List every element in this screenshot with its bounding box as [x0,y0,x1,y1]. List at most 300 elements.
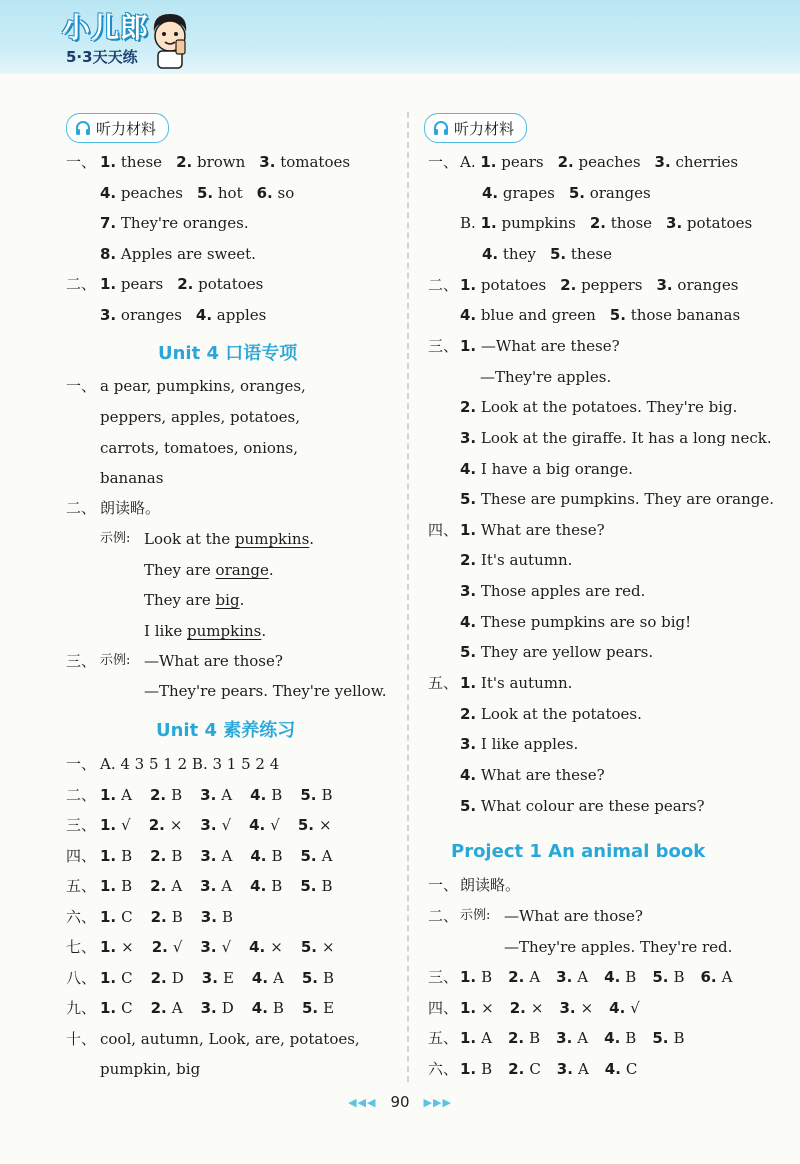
item-text: I like apples. [476,735,579,754]
item-number: 1. [100,999,117,1017]
item-text: so [272,183,295,202]
item-answer: × [169,816,183,834]
item-text: What are these? [476,520,605,539]
underlined-answer: orange [215,561,269,579]
question-number: 四、 [66,846,97,865]
item-text: pumpkins [496,214,576,233]
project-q1-text: 朗读略。 [460,876,521,894]
item-answer: B [171,907,183,926]
oral-q1-line: carrots, tomatoes, onions, [100,439,299,457]
item-number: 2. [150,846,167,865]
answer-line [460,152,738,172]
item-number: 4. [604,1059,621,1078]
item-text: Look at the giraffe. It has a long neck. [476,428,772,447]
item-answer: C [121,999,133,1017]
answer-line [100,152,350,172]
item-answer: D [171,968,184,987]
question-number: 四、 [428,998,459,1017]
sentence-start: Look at the [144,530,235,548]
sentence-start: I like [144,622,188,640]
item-number: 2. [150,907,167,926]
oral-section-title: Unit 4 口语专项 [158,343,298,364]
project-q2-example-label: 示例: [460,908,491,923]
item-text: potatoes [193,275,264,294]
answer-line [460,642,653,662]
question-number: 八、 [66,968,97,987]
question-number: 十、 [66,1029,97,1048]
item-number: 3. [200,999,217,1017]
question-number: 三、 [66,816,97,834]
badge-label: 听力材料 [96,119,157,138]
item-number: 1. [480,214,497,233]
item-answer: A [529,968,541,986]
sentence-end: . [261,622,267,640]
item-number: 4. [460,766,477,784]
sentence-end: . [239,591,245,609]
listening-badge-right [424,113,527,143]
item-text: hot [213,183,243,202]
series-name: 5·3天天练 [66,48,138,66]
item-number: 1. [100,968,117,987]
item-text: These are pumpkins. They are orange. [476,490,775,509]
item-answer: C [625,1059,638,1078]
underlined-answer: big [215,591,240,609]
answer-line [100,998,334,1018]
item-number: 5. [300,785,317,804]
item-number: 8. [100,244,117,263]
oral-q3-line: —What are those? [144,652,283,670]
question-number: 四、 [428,520,459,539]
answer-line [460,673,572,693]
answer-line [460,397,737,417]
item-text: peaches [116,183,183,202]
answer-line [460,581,645,601]
item-answer: B [529,1029,541,1048]
answer-line [100,754,279,774]
item-answer: × [321,938,335,956]
item-answer: A [577,968,589,986]
item-number: 2. [557,153,574,171]
question-number: 七、 [66,938,97,956]
item-number: 4. [249,816,266,834]
item-text: those bananas [625,306,741,325]
item-answer: B [271,846,283,865]
sentence-end: . [268,561,274,579]
item-number: 1. [100,907,117,926]
item-number: 3. [460,582,477,601]
prev-arrows-icon: ◀◀◀ [348,1095,377,1109]
item-text: these [566,244,613,263]
item-number: 3. [200,877,217,895]
item-number: 2. [149,785,167,804]
answer-line [482,183,651,203]
answer-line [460,489,774,509]
underlined-answer: pumpkins [234,530,310,548]
item-answer: B [481,1059,493,1078]
item-text: Look at the potatoes. [476,704,642,723]
item-answer: A [171,877,183,895]
item-answer: A [171,999,183,1017]
item-answer: C [121,907,133,926]
item-answer: A [481,1029,492,1048]
item-text: It's autumn. [476,674,573,693]
item-text: Those apples are red. [476,582,646,601]
item-number: 4. [604,1029,621,1048]
item-text: grapes [498,183,555,202]
item-number: 2. [176,153,193,171]
item-answer: B [625,968,637,986]
item-number: 5. [549,244,567,263]
item-answer: B [321,785,333,804]
item-number: 4. [604,968,621,986]
project-q1-number: 一、 [428,876,459,894]
answer-line [100,274,263,294]
item-text: A. [460,153,481,171]
item-text: pears [116,275,164,294]
item-number: 2. [508,1059,525,1078]
item-number: 4. [251,968,269,987]
question-number: 三、 [428,968,459,986]
question-number: 六、 [428,1059,459,1078]
item-number: 4. [609,998,626,1017]
sentence-start: They are [144,561,216,579]
item-number: 3. [200,785,217,804]
item-number: 5. [300,877,317,895]
oral-q2-text: 朗读略。 [100,499,161,517]
item-text: B. [460,214,481,233]
item-number: 1. [460,336,477,355]
answer-line [100,1029,360,1049]
item-number: 1. [100,846,117,865]
answer-line [460,428,772,448]
item-number: 4. [460,306,477,325]
answer-line [460,704,642,724]
item-number: 1. [100,153,117,171]
item-number: 2. [150,968,167,987]
answer-line [100,937,335,957]
question-number: 二、 [66,785,97,804]
answer-line [460,734,578,754]
item-number: 1. [460,275,477,294]
item-text: These pumpkins are so big! [476,612,692,631]
item-text: They're oranges. [116,214,249,233]
page-number: 90 [390,1093,410,1111]
item-number: 3. [556,968,573,986]
question-number: 五、 [428,1029,459,1048]
item-number: 5. [652,968,669,986]
item-number: 2. [148,816,165,834]
item-number: 2. [508,968,525,986]
item-number: 3. [259,153,276,171]
item-number: 2. [560,275,577,294]
oral-q1-line: bananas [100,469,164,487]
item-answer: √ [221,938,232,956]
item-number: 5. [568,183,585,202]
item-number: 5. [652,1029,669,1048]
item-text: What are these? [476,766,605,784]
item-answer: B [323,968,335,987]
item-number: 3. [460,735,477,754]
answer-line [460,796,705,816]
question-number: 九、 [66,999,97,1017]
oral-q1-number: 一、 [66,377,97,395]
oral-q2-number: 二、 [66,499,97,517]
item-answer: B [171,785,183,804]
item-answer: B [673,1029,685,1048]
item-answer: × [580,998,594,1017]
answer-line [460,998,640,1018]
item-text: pears [496,153,544,171]
item-number: 3. [556,1029,573,1048]
answer-line [100,846,332,866]
item-number: 5. [460,643,477,662]
item-answer: A [577,1059,589,1078]
item-answer: D [221,999,234,1017]
question-number: 五、 [428,674,459,693]
sentence-end: . [309,530,315,548]
headphones-icon [433,120,449,136]
oral-q3-line: —They're pears. They're yellow. [144,682,387,700]
item-number: 3. [200,907,217,926]
example-sentence [144,529,314,549]
item-answer: B [121,846,133,865]
item-number: 3. [100,306,117,324]
project-q2-line: —What are those? [504,907,643,925]
item-text: potatoes [682,214,753,233]
question-number: 二、 [428,275,459,294]
answer-line [100,907,233,927]
item-number: 4. [460,612,477,631]
item-number: 5. [301,968,319,987]
question-number: 一、 [66,153,97,171]
answer-line [100,968,334,988]
item-answer: B [625,1029,637,1048]
item-number: 7. [100,214,117,233]
item-answer: B [321,877,333,895]
item-text: blue and green [476,306,596,325]
answer-line [460,520,605,540]
question-number: 二、 [66,275,97,294]
oral-q1-line: peppers, apples, potatoes, [100,408,301,426]
sentence-start: They are [144,591,216,609]
answer-line [100,1059,200,1079]
answer-text: A. 4 3 5 1 2 B. 3 1 5 2 4 [100,755,280,773]
item-number: 2. [509,998,526,1017]
item-answer: A [221,785,233,804]
answer-line [100,244,256,264]
item-text: Apples are sweet. [116,244,256,263]
item-number: 5. [460,796,477,815]
item-number: 2. [151,938,168,956]
item-text: peppers [576,275,643,294]
listening-badge-left [66,113,169,143]
item-answer: A [273,968,284,987]
item-number: 3. [666,214,683,233]
question-number: 三、 [428,336,459,355]
item-number: 3. [559,998,576,1017]
item-number: 4. [249,938,266,956]
item-answer: C [121,968,133,987]
item-number: 5. [196,183,214,202]
item-number: 2. [460,704,477,723]
project-q2-line: —They're apples. They're red. [504,938,733,956]
item-number: 5. [301,999,319,1017]
item-answer: A [577,1029,589,1048]
item-text: these [116,153,163,171]
item-number: 3. [460,428,477,447]
item-number: 3. [201,968,218,987]
item-number: 4. [100,183,117,202]
item-number: 3. [200,846,217,865]
item-text: those [605,214,653,233]
item-text: they [498,244,536,263]
answer-line [460,1059,637,1079]
item-text: It's autumn. [476,551,573,570]
item-number: 1. [100,785,117,804]
item-answer: √ [630,998,640,1017]
item-answer: B [271,877,283,895]
item-text: What colour are these pears? [476,796,705,815]
answer-line [460,213,752,233]
item-number: 5. [300,846,317,865]
item-answer: √ [121,816,131,834]
item-answer: B [673,968,685,986]
item-number: 1. [460,520,477,539]
item-answer: × [318,816,332,834]
page-footer [0,1090,800,1114]
item-text: oranges [116,306,182,324]
item-number: 2. [150,877,167,895]
item-text: Look at the potatoes. They're big. [476,398,738,417]
item-text: tomatoes [275,153,351,171]
item-text: oranges [672,275,739,294]
item-number: 3. [556,1059,573,1078]
example-sentence [144,621,266,641]
item-number: 5. [297,816,314,834]
item-number: 1. [100,816,117,834]
item-number: 5. [609,306,626,325]
item-number: 6. [700,968,717,986]
item-number: 2. [177,275,194,294]
answer-line [460,1028,684,1048]
item-number: 4. [195,306,213,324]
item-number: 2. [589,214,606,233]
item-number: 4. [251,999,268,1017]
item-number: 4. [482,183,499,202]
item-number: 1. [460,674,477,693]
item-number: 4. [250,846,267,865]
item-number: 4. [460,459,477,478]
answer-line [460,765,605,785]
item-answer: E [323,999,335,1017]
item-answer: B [271,785,283,804]
item-answer: √ [221,816,232,834]
item-answer: A [121,785,132,804]
item-answer: C [529,1059,541,1078]
project-section-title: Project 1 An animal book [451,841,706,862]
item-number: 2. [150,999,167,1017]
question-number: 五、 [66,877,97,895]
item-number: 1. [100,877,117,895]
answer-line [460,336,620,356]
item-answer: × [481,998,494,1017]
brand-logo: 小儿郎 [62,11,150,44]
item-text: potatoes [476,275,547,294]
item-number: 3. [200,938,217,956]
oral-q2-example-label: 示例: [100,531,131,546]
item-number: 5. [300,938,317,956]
item-number: 2. [460,551,477,570]
boy-mascot-icon [146,10,194,70]
item-number: 1. [460,1029,477,1048]
item-number: 1. [100,275,117,294]
item-answer: B [171,846,183,865]
item-number: 2. [460,398,477,417]
item-answer: E [222,968,234,987]
practice-section-title: Unit 4 素养练习 [156,720,296,741]
answer-line [100,815,332,835]
item-answer: B [221,907,233,926]
answer-line [460,305,740,325]
answer-line [480,367,611,387]
badge-label: 听力材料 [454,119,515,138]
item-number: 3. [656,275,673,294]
answer-line [100,785,332,805]
item-text: I have a big orange. [476,459,633,478]
item-text: cherries [670,153,739,171]
item-number: 1. [100,938,117,956]
question-number: 一、 [66,755,97,773]
item-text: apples [212,306,267,324]
item-text: They are yellow pears. [476,643,654,662]
next-arrows-icon: ▶▶▶ [423,1095,452,1109]
answer-line [460,612,691,632]
item-number: 4. [250,785,267,804]
item-answer: B [481,968,493,986]
item-number: 1. [460,998,477,1017]
item-answer: √ [172,938,183,956]
item-answer: × [270,938,283,956]
item-answer: B [121,877,133,895]
question-number: 六、 [66,907,97,926]
answer-line [482,244,612,264]
item-text: —What are these? [476,336,620,355]
item-answer: × [121,938,134,956]
item-text: peaches [573,153,641,171]
item-number: 4. [250,877,267,895]
item-number: 3. [200,816,217,834]
answer-line [460,967,732,987]
example-sentence [144,590,244,610]
item-answer: √ [270,816,280,834]
item-number: 2. [507,1029,525,1048]
answer-text: cool, autumn, Look, are, potatoes, [100,1029,360,1048]
item-number: 1. [460,968,477,986]
item-number: 1. [460,1059,477,1078]
item-answer: A [321,846,333,865]
answer-line [460,550,572,570]
item-number: 6. [256,183,273,202]
oral-q1-line: a pear, pumpkins, oranges, [100,377,306,395]
answer-line [100,305,266,325]
item-answer: A [721,968,733,986]
item-number: 4. [482,244,499,263]
answer-line [460,459,633,479]
item-number: 3. [654,153,671,171]
item-answer: × [530,998,544,1017]
question-number: 一、 [428,153,459,171]
item-text: oranges [584,183,651,202]
